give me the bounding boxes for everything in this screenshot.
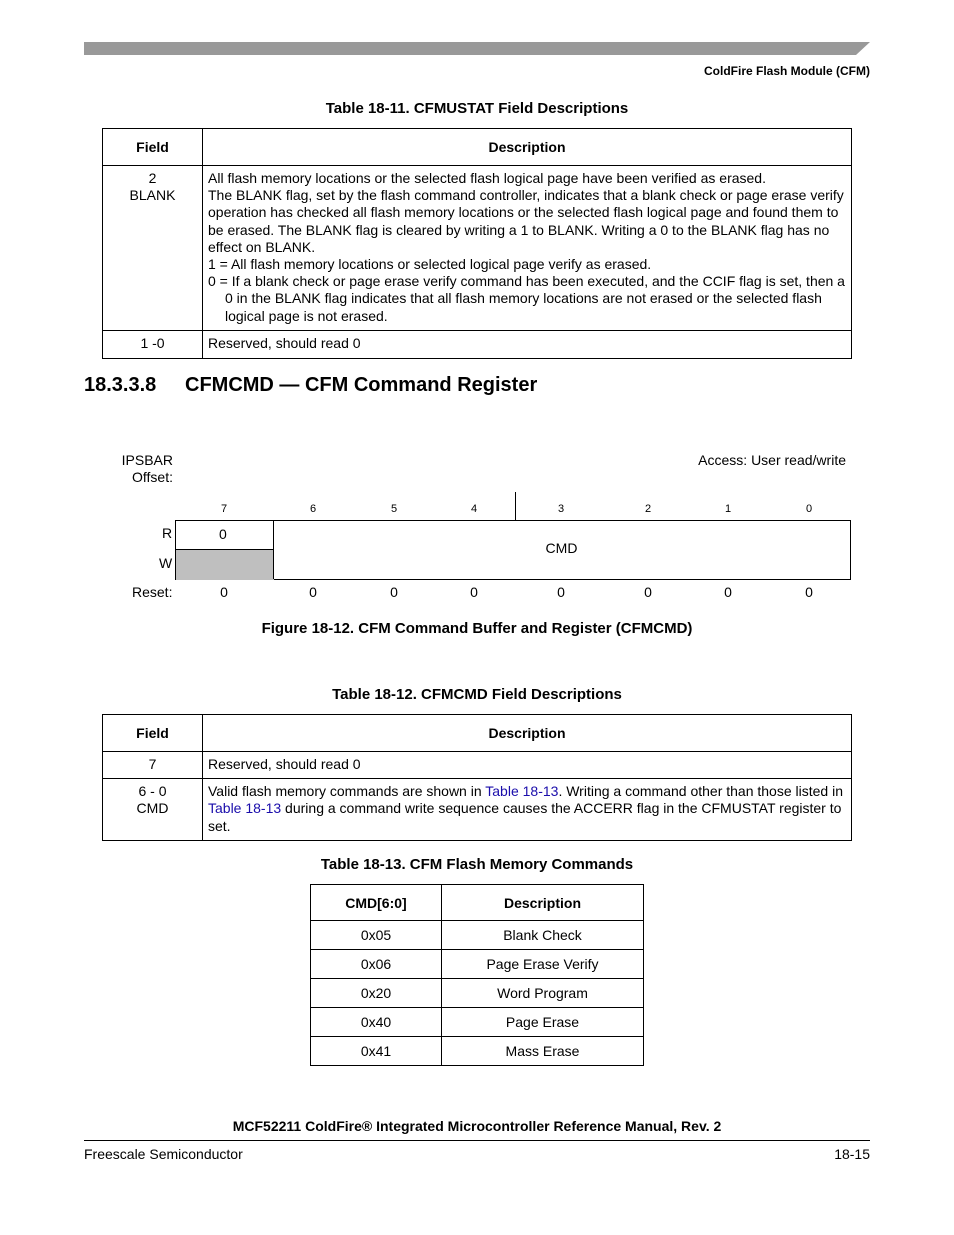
reset-value: 0: [220, 584, 228, 600]
reset-label: Reset:: [132, 584, 173, 600]
bit-number: 2: [644, 503, 652, 515]
col-header-field: Field: [103, 715, 203, 752]
reset-value: 0: [557, 584, 565, 600]
field-name: BLANK: [129, 187, 176, 203]
reset-value: 0: [724, 584, 732, 600]
cmd-description: Word Program: [442, 979, 644, 1008]
section-number: 18.3.3.8: [84, 374, 157, 396]
ipsbar-label: IPSBAR: [121, 452, 173, 468]
field-cell: [103, 779, 203, 841]
bit-number: 4: [470, 503, 478, 515]
ipsbar-offset-label: [100, 452, 173, 486]
desc-line: 1 = All flash memory locations or selected logical page verify as erased.: [208, 256, 652, 273]
read-row-label: R: [162, 525, 173, 541]
reset-value: 0: [309, 584, 317, 600]
col-header-description: Description: [203, 129, 852, 166]
cmd-code: 0x20: [311, 979, 442, 1008]
section-heading: [84, 374, 537, 397]
table-row: [311, 950, 644, 979]
cmd-code: 0x41: [311, 1037, 442, 1066]
field-cell: 7: [103, 752, 203, 779]
description-cell: Reserved, should read 0: [203, 330, 852, 358]
table-18-11: [102, 128, 852, 359]
company-name: Freescale Semiconductor: [84, 1146, 243, 1162]
table-row: [311, 921, 644, 950]
table-row: [103, 166, 852, 331]
reset-value: 0: [644, 584, 652, 600]
description-cell: [203, 779, 852, 841]
cmd-description: Page Erase Verify: [442, 950, 644, 979]
table-18-11-caption: Table 18-11. CFMUSTAT Field Descriptions: [325, 100, 629, 117]
table-row: [311, 979, 644, 1008]
table-18-13-link[interactable]: Table 18-13: [208, 800, 282, 817]
table-18-12: [102, 714, 852, 841]
field-cell: 1 -0: [103, 330, 203, 358]
field-cell: [103, 166, 203, 331]
write-row-label: W: [159, 555, 173, 571]
bit7-read-value: 0: [219, 526, 227, 542]
desc-text: Valid flash memory commands are shown in: [208, 783, 486, 800]
description-cell: [203, 166, 852, 331]
cmd-field-label: CMD: [545, 540, 578, 556]
reset-value: 0: [470, 584, 478, 600]
bit-number: 3: [557, 503, 565, 515]
bit-number: 5: [390, 503, 398, 515]
desc-line: The BLANK flag, set by the flash command controller, indicates that a blank check or page erase verify operation has checked all flash memory locations or the selected flash logical page and found them to be erased. The BLANK flag is cleared by writing a 1 to BLANK. Writing a 0 to the BLANK flag has no effect on BLANK.: [208, 187, 844, 255]
bit-number: 6: [309, 503, 317, 515]
field-bit: 2: [148, 170, 157, 186]
table-18-12-caption: Table 18-12. CFMCMD Field Descriptions: [332, 686, 622, 703]
desc-text: during a command write sequence causes the ACCERR flag in the CFMUSTAT register to set.: [208, 800, 842, 834]
cmd-code: 0x05: [311, 921, 442, 950]
offset-label: Offset:: [132, 469, 173, 485]
bit-number: 7: [220, 503, 228, 515]
table-18-13-link[interactable]: Table 18-13: [485, 783, 559, 800]
desc-line: 0 = If a blank check or page erase verify command has been executed, and the CCIF flag is set, then a: [208, 273, 845, 290]
table-row: [311, 1037, 644, 1066]
desc-text: . Writing a command other than those listed in: [558, 783, 843, 800]
page-number: 18-15: [834, 1146, 870, 1162]
table-18-13-caption: Table 18-13. CFM Flash Memory Commands: [320, 856, 634, 873]
cmd-code: 0x06: [311, 950, 442, 979]
nibble-divider: [515, 492, 516, 520]
cmd-description: Page Erase: [442, 1008, 644, 1037]
running-header: ColdFire Flash Module (CFM): [704, 64, 870, 78]
bit-number: 0: [805, 503, 813, 515]
table-row: [103, 779, 852, 841]
bit7-write-cell: [175, 549, 274, 580]
table-row: [103, 752, 852, 779]
table-row: [311, 1008, 644, 1037]
cmd-description: Mass Erase: [442, 1037, 644, 1066]
bit-number: 1: [724, 503, 732, 515]
reset-value: 0: [805, 584, 813, 600]
col-header-description: Description: [203, 715, 852, 752]
cmd-description: Blank Check: [442, 921, 644, 950]
table-row: [103, 330, 852, 358]
manual-title: MCF52211 ColdFire® Integrated Microcontroller Reference Manual, Rev. 2: [232, 1118, 722, 1134]
col-header-cmd: CMD[6:0]: [311, 885, 442, 921]
section-title: CFMCMD — CFM Command Register: [185, 374, 538, 396]
field-bits: 6 - 0: [138, 783, 167, 800]
desc-line: 0 in the BLANK flag indicates that all flash memory locations are not erased or the selected flash logical page is not erased.: [225, 290, 822, 324]
field-name: CMD: [136, 800, 169, 817]
footer-rule: [84, 1140, 870, 1141]
figure-caption: Figure 18-12. CFM Command Buffer and Register (CFMCMD): [261, 620, 693, 637]
table-18-13: [310, 884, 644, 1066]
access-label: Access: User read/write: [698, 452, 846, 468]
col-header-field: Field: [103, 129, 203, 166]
desc-line: All flash memory locations or the selected flash logical page have been verified as erased.: [208, 170, 766, 186]
cmd-code: 0x40: [311, 1008, 442, 1037]
reset-value: 0: [390, 584, 398, 600]
description-cell: Reserved, should read 0: [203, 752, 852, 779]
header-bar: [84, 42, 870, 55]
col-header-description: Description: [442, 885, 644, 921]
